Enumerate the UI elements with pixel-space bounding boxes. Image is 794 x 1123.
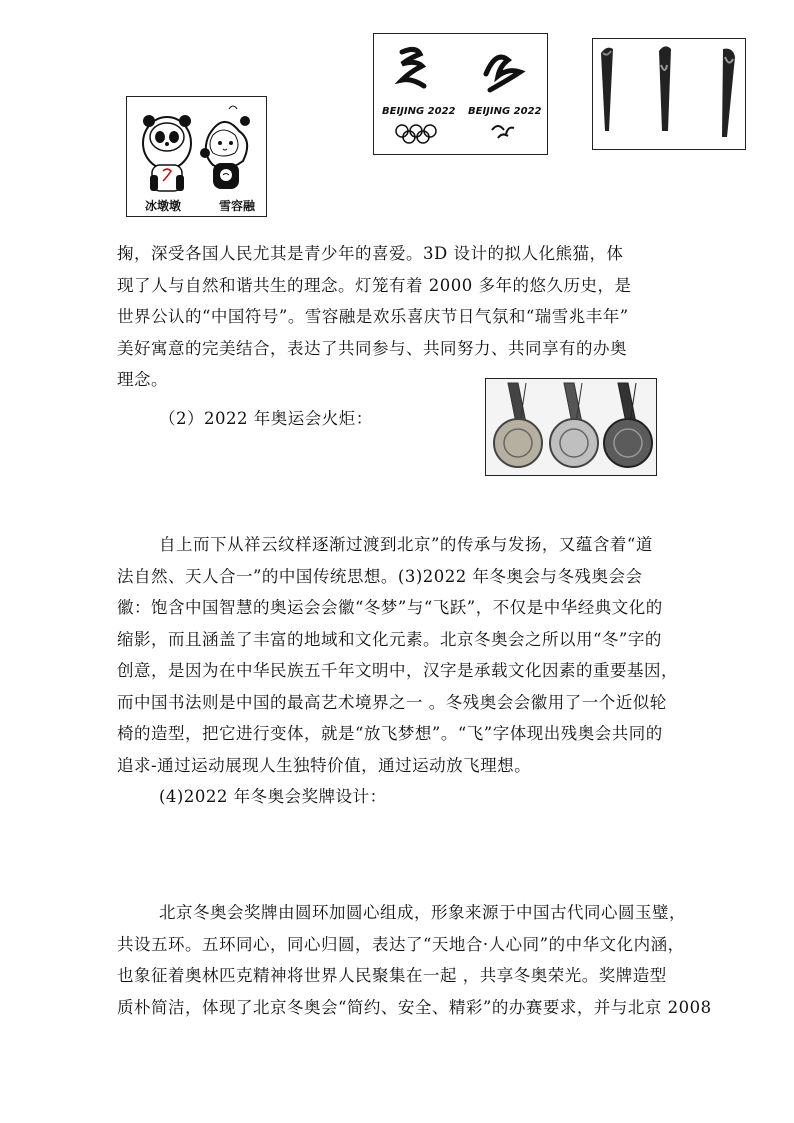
text-line: 缩影，而且涵盖了丰富的地域和文化元素。北京冬奥会之所以用“冬”字的 <box>117 629 662 649</box>
section-heading: (4)2022 年冬奥会奖牌设计： <box>159 787 387 806</box>
mascots-image <box>126 96 267 217</box>
text-line: 也象征着奥林匹克精神将世界人民聚集在一起 ，共享冬奥荣光。奖牌造型 <box>117 966 667 985</box>
heading-medal <box>117 781 677 813</box>
text-line: 法自然、天人合一”的中国传统思想。(3)2022 年冬奥会与冬残奥会会 <box>117 566 643 586</box>
paralympic-emblem-text: BEIJING 2022 <box>468 106 542 117</box>
torches-illustration <box>593 39 745 149</box>
text-line: 共设五环。五环同心，同心归圆，表达了“天地合·人心同”的中华文化内涵， <box>117 934 685 954</box>
text-line: 追求-通过运动展现人生独特价值，通过运动放飞理想。 <box>117 755 532 775</box>
section-heading: （2）2022 年奥运会火炬： <box>159 409 373 428</box>
text-line: 理念。 <box>117 370 168 389</box>
heading-torch <box>117 403 677 435</box>
olympic-rings-icon <box>396 125 436 143</box>
text-line: 掬，深受各国人民尤其是青少年的喜爱。3D 设计的拟人化熊猫，体 <box>117 244 624 263</box>
paragraph-medal <box>117 897 712 1023</box>
mascot-caption-left: 冰墩墩 <box>145 199 182 213</box>
text-line: 质朴简洁，体现了北京冬奥会“简约、安全、精彩”的办赛要求，并与北京 2008 <box>117 997 712 1017</box>
text-line: 美好寓意的完美结合，表达了共同参与、共同努力、共同享有的办奥 <box>117 338 627 358</box>
paragraph-torch-emblem <box>117 529 677 781</box>
text-line: 创意，是因为在中华民族五千年文明中，汉字是承载文化因素的重要基因， <box>117 661 678 680</box>
emblems-image <box>373 33 548 155</box>
text-line: 现了人与自然和谐共生的理念。灯笼有着 2000 多年的悠久历史，是 <box>117 275 632 295</box>
text-line: 自上而下从祥云纹样逐渐过渡到北京”的传承与发扬，又蕴含着“道 <box>159 535 653 554</box>
torch-icon <box>601 46 735 137</box>
text-line: 椅的造型，把它进行变体，就是“放飞梦想”。“飞”字体现出残奥会共同的 <box>117 724 663 743</box>
text-line: 徽：饱含中国智慧的奥运会会徽“冬梦”与“飞跃”，不仅是中华经典文化的 <box>117 598 663 617</box>
text-line: 世界公认的“中国符号”。雪容融是欢乐喜庆节日气氛和“瑞雪兆丰年” <box>117 307 629 326</box>
olympic-emblem-text: BEIJING 2022 <box>382 106 456 117</box>
paragraph-mascots <box>117 238 677 396</box>
text-line: 北京冬奥会奖牌由圆环加圆心组成，形象来源于中国古代同心圆玉璧， <box>159 903 686 922</box>
torches-image <box>592 38 746 150</box>
text-line: 而中国书法则是中国的最高艺术境界之一 。冬残奥会会徽用了一个近似轮 <box>117 692 667 712</box>
emblems-illustration <box>374 34 547 154</box>
agitos-icon <box>492 126 514 138</box>
mascot-caption-right: 雪容融 <box>219 199 256 213</box>
